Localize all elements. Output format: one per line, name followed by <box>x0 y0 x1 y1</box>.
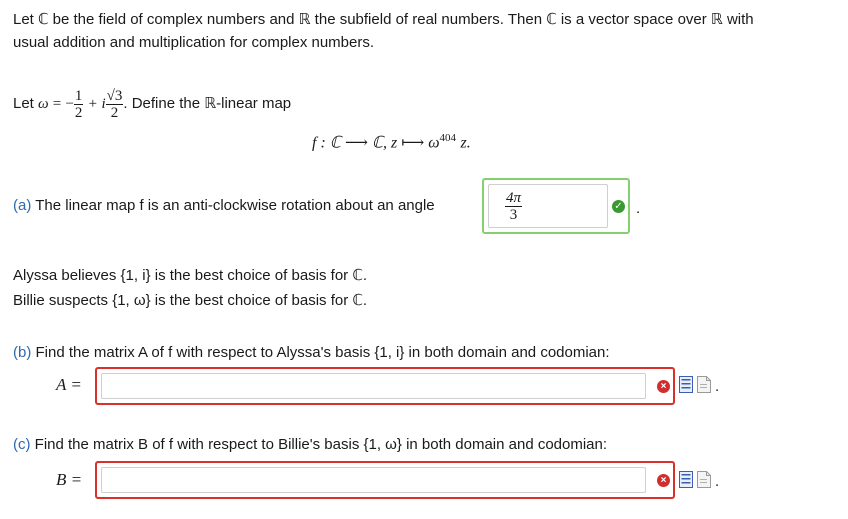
part-c-period: . <box>715 473 720 490</box>
part-a-question <box>13 196 435 216</box>
let-text: Let <box>13 95 34 112</box>
part-a-label: (a) <box>13 197 32 214</box>
part-a-answer-fraction <box>505 190 522 223</box>
plus-i: + i <box>87 96 106 112</box>
omega-symbol: ω <box>38 96 49 112</box>
define-map-text: . Define the ℝ-linear map <box>123 95 292 112</box>
intro-line-1: Let ℂ be the field of complex numbers and ℝ the subfield of real numbers. Then ℂ is a vector space over ℝ with <box>13 11 754 28</box>
map-tail: z. <box>460 134 471 152</box>
map-exponent: 404 <box>439 132 457 144</box>
fraction-one-half <box>74 88 84 121</box>
part-a-text: The linear map f is an anti-clockwise rotation about an angle <box>35 197 435 214</box>
fraction-denominator: 2 <box>110 104 119 121</box>
part-a-period: . <box>636 200 641 217</box>
minus-sign: − <box>65 96 74 112</box>
x-icon: × <box>657 474 670 487</box>
omega-definition <box>13 82 291 126</box>
part-b-answer-input[interactable] <box>101 373 646 399</box>
part-b-label: (b) <box>13 344 32 361</box>
map-definition <box>312 128 471 153</box>
part-b-period: . <box>715 378 720 395</box>
part-b-question <box>13 343 610 363</box>
x-icon: × <box>657 380 670 393</box>
part-a-answer-denominator: 3 <box>509 207 518 223</box>
alyssa-belief: Alyssa believes {1, i} is the best choice of basis for ℂ. <box>13 267 367 284</box>
part-a-answer-numerator: 4π <box>506 190 522 206</box>
part-c-answer-field[interactable] <box>95 461 675 499</box>
part-b-var-label: A = <box>56 375 82 394</box>
preview-icon[interactable] <box>697 471 711 488</box>
part-a-answer-field[interactable] <box>482 178 630 234</box>
part-c-answer-input[interactable] <box>101 467 646 493</box>
part-c-text: Find the matrix B of f with respect to Billie's basis {1, ω} in both domain and codomian: <box>34 436 608 453</box>
fraction-sqrt3-half <box>106 88 124 121</box>
billie-belief: Billie suspects {1, ω} is the best choice of basis for ℂ. <box>13 292 368 309</box>
check-icon: ✓ <box>612 200 625 213</box>
map-expression: f : ℂ ⟶ ℂ, z ⟼ ω <box>312 134 440 152</box>
part-c-question <box>13 435 607 455</box>
intro-line-2: usual addition and multiplication for complex numbers. <box>13 34 375 51</box>
equals-sign: = <box>52 96 62 112</box>
matrix-editor-icon[interactable] <box>679 376 693 393</box>
fraction-numerator: √3 <box>106 87 123 104</box>
part-a-answer-inner[interactable] <box>488 184 608 228</box>
part-b-text: Find the matrix A of f with respect to Alyssa's basis {1, i} in both domain and codomian: <box>35 344 610 361</box>
matrix-editor-icon[interactable] <box>679 471 693 488</box>
preview-icon[interactable] <box>697 376 711 393</box>
part-c-var-label: B = <box>56 470 83 489</box>
part-c-label: (c) <box>13 436 31 453</box>
fraction-denominator: 2 <box>74 104 83 121</box>
fraction-numerator: 1 <box>74 87 83 104</box>
part-b-answer-field[interactable] <box>95 367 675 405</box>
